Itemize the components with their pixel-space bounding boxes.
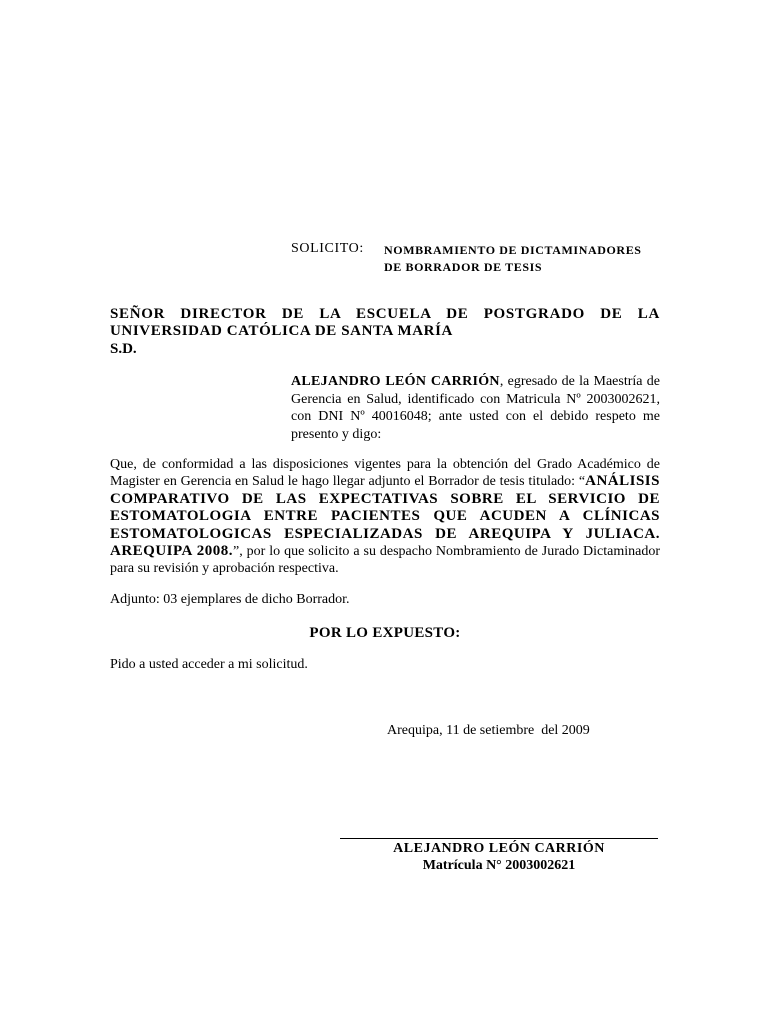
addressee-line-2: UNIVERSIDAD CATÓLICA DE SANTA MARÍA (110, 323, 453, 339)
thesis-title: ANÁLISIS COMPARATIVO DE LAS EXPECTATIVAS SOBRE EL SERVICIO DE ESTOMATOLOGIA ENTRE PACIENTES QUE ACUDEN A CLÍNICAS ESTOMATOLOGICAS ESPECIALIZADAS DE AREQUIPA Y JULIACA. AREQUIPA 2008. (110, 473, 660, 560)
signatory-name: ALEJANDRO LEÓN CARRIÓN (393, 841, 605, 856)
por-lo-expuesto-heading: POR LO EXPUESTO: (309, 625, 461, 641)
place-and-date: Arequipa, 11 de setiembre del 2009 (387, 723, 590, 738)
signature-line (340, 838, 658, 839)
identification-paragraph (291, 373, 660, 443)
addressee-line-3: S.D. (110, 341, 137, 357)
request-intro: Que, de conformidad a las disposiciones vigentes para la obtención del Grado Académico de Magister en Gerencia en Salud le hago llegar adjunto el Borrador de tesis titulado: “ (110, 457, 660, 490)
signatory-matricula: Matrícula N° 2003002621 (422, 858, 576, 873)
solicito-subject-line-1: NOMBRAMIENTO DE DICTAMINADORES (384, 243, 642, 257)
solicito-label: SOLICITO: (291, 241, 364, 256)
addressee-line-1: SEÑOR DIRECTOR DE LA ESCUELA DE POSTGRADO DE LA (110, 306, 660, 322)
identification-text: , egresado de la Maestría de Gerencia en Salud, identificado con Matricula Nº 2003002621, con DNI Nº 40016048; ante usted con el debido respeto me presento y digo: (291, 374, 660, 442)
attachment-note: Adjunto: 03 ejemplares de dicho Borrador. (110, 592, 350, 607)
request-paragraph (110, 456, 660, 578)
applicant-name: ALEJANDRO LEÓN CARRIÓN (291, 374, 500, 389)
request-outro: ”, por lo que solicito a su despacho Nombramiento de Jurado Dictaminador para su revisión y aprobación respectiva. (110, 544, 660, 577)
closing-request: Pido a usted acceder a mi solicitud. (110, 657, 308, 672)
solicito-subject-line-2: DE BORRADOR DE TESIS (384, 260, 543, 274)
